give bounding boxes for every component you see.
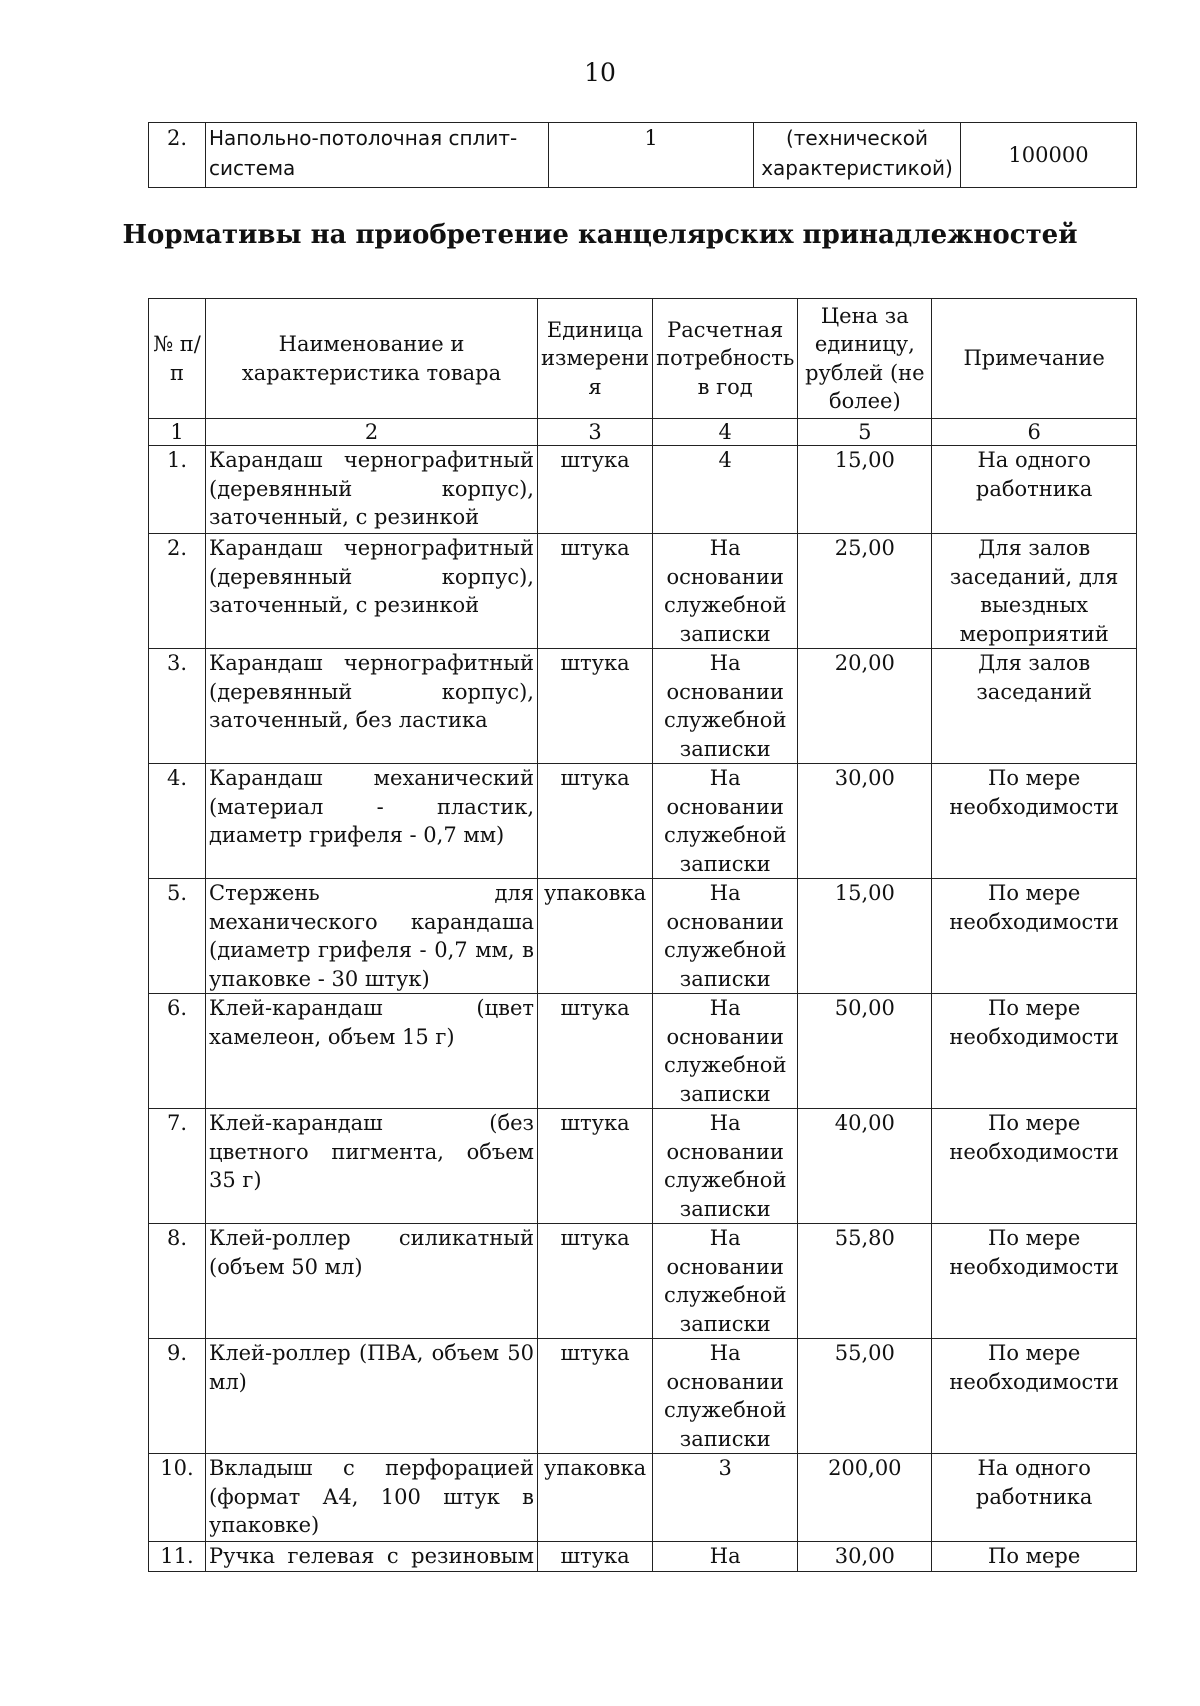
col-number: 1 (149, 419, 206, 446)
row-number: 8. (149, 1224, 206, 1339)
top-continuation-table (148, 122, 1137, 188)
item-unit: штука (538, 1542, 653, 1572)
item-note: Для залов заседаний, для выездных мероприятий (932, 534, 1137, 649)
item-note: На одного работника (932, 1454, 1137, 1542)
row-number: 2. (149, 534, 206, 649)
table-row (149, 123, 1137, 188)
item-quantity: 1 (549, 123, 754, 188)
item-name: Карандаш чернографитный (деревянный корпус), заточенный, без ластика (206, 649, 538, 764)
item-name-line1: Напольно-потолочная сплит- (209, 126, 518, 150)
table-row (149, 1224, 1137, 1339)
col-number: 6 (932, 419, 1137, 446)
item-need: На основании служебной записки (653, 534, 798, 649)
item-price: 30,00 (798, 764, 932, 879)
table-row (149, 879, 1137, 994)
table-row (149, 1339, 1137, 1454)
item-price: 15,00 (798, 879, 932, 994)
row-number: 6. (149, 994, 206, 1109)
item-note: По мере необходимости (932, 764, 1137, 879)
row-number: 5. (149, 879, 206, 994)
item-name: Клей-карандаш (без цветного пигмента, объем 35 г) (206, 1109, 538, 1224)
item-name: Стержень для механического карандаша (диаметр грифеля - 0,7 мм, в упаковке - 30 штук) (206, 879, 538, 994)
table-row (149, 1542, 1137, 1572)
item-note: На одного работника (932, 446, 1137, 534)
item-unit: штука (538, 534, 653, 649)
item-note: Для залов заседаний (932, 649, 1137, 764)
header-need: Расчетная потребность в год (653, 299, 798, 419)
header-unit: Единица измерени я (538, 299, 653, 419)
stationery-table (148, 298, 1137, 1572)
item-name: Карандаш механический (материал - пластик, диаметр грифеля - 0,7 мм) (206, 764, 538, 879)
item-price: 55,80 (798, 1224, 932, 1339)
item-note: По мере необходимости (932, 1224, 1137, 1339)
column-number-row (149, 419, 1137, 446)
col-number: 2 (206, 419, 538, 446)
item-unit: штука (538, 994, 653, 1109)
item-name: Клей-роллер (ПВА, объем 50 мл) (206, 1339, 538, 1454)
item-name: Клей-роллер силикатный (объем 50 мл) (206, 1224, 538, 1339)
item-note: По мере необходимости (932, 994, 1137, 1109)
item-need: 4 (653, 446, 798, 534)
col-number: 5 (798, 419, 932, 446)
table-row (149, 994, 1137, 1109)
row-number: 7. (149, 1109, 206, 1224)
item-unit: штука (538, 649, 653, 764)
row-number: 10. (149, 1454, 206, 1542)
item-need: На основании служебной записки (653, 764, 798, 879)
item-unit: упаковка (538, 879, 653, 994)
item-name: Карандаш чернографитный (деревянный корпус), заточенный, с резинкой (206, 534, 538, 649)
item-note: По мере необходимости (932, 1339, 1137, 1454)
item-price: 40,00 (798, 1109, 932, 1224)
item-unit: штука (538, 1339, 653, 1454)
header-name: Наименование и характеристика товара (206, 299, 538, 419)
header-row (149, 299, 1137, 419)
page-number: 10 (584, 58, 616, 87)
item-name: Ручка гелевая с резиновым (206, 1542, 538, 1572)
item-note-line1: (технической (785, 126, 929, 150)
item-price: 30,00 (798, 1542, 932, 1572)
row-number: 11. (149, 1542, 206, 1572)
item-name: Карандаш чернографитный (деревянный корпус), заточенный, с резинкой (206, 446, 538, 534)
item-unit: штука (538, 446, 653, 534)
item-price: 20,00 (798, 649, 932, 764)
item-need: На основании служебной записки (653, 1339, 798, 1454)
row-number: 3. (149, 649, 206, 764)
item-note: По мере (932, 1542, 1137, 1572)
item-note-line2: характеристикой) (761, 156, 953, 180)
item-name: Вкладыш с перфорацией (формат А4, 100 штук в упаковке) (206, 1454, 538, 1542)
item-price: 25,00 (798, 534, 932, 649)
section-title: Нормативы на приобретение канцелярских принадлежностей (122, 220, 1078, 250)
item-need: На основании служебной записки (653, 649, 798, 764)
item-need: На (653, 1542, 798, 1572)
item-price: 200,00 (798, 1454, 932, 1542)
col-number: 3 (538, 419, 653, 446)
row-number: 9. (149, 1339, 206, 1454)
item-need: На основании служебной записки (653, 879, 798, 994)
item-need: 3 (653, 1454, 798, 1542)
item-need: На основании служебной записки (653, 1109, 798, 1224)
item-need: На основании служебной записки (653, 994, 798, 1109)
item-unit: штука (538, 1224, 653, 1339)
col-number: 4 (653, 419, 798, 446)
header-note: Примечание (932, 299, 1137, 419)
item-unit: упаковка (538, 1454, 653, 1542)
item-unit: штука (538, 1109, 653, 1224)
item-price: 55,00 (798, 1339, 932, 1454)
item-name: Клей-карандаш (цвет хамелеон, объем 15 г) (206, 994, 538, 1109)
header-num: № п/п (149, 299, 206, 419)
item-note: По мере необходимости (932, 1109, 1137, 1224)
table-row (149, 1454, 1137, 1542)
row-number: 4. (149, 764, 206, 879)
header-price: Цена за единицу, рублей (не более) (798, 299, 932, 419)
table-row (149, 1109, 1137, 1224)
item-need: На основании служебной записки (653, 1224, 798, 1339)
row-number: 2. (149, 123, 206, 188)
table-row (149, 764, 1137, 879)
item-name-line2: система (209, 156, 296, 180)
table-row (149, 649, 1137, 764)
item-price: 15,00 (798, 446, 932, 534)
item-note: По мере необходимости (932, 879, 1137, 994)
table-row (149, 446, 1137, 534)
item-price: 50,00 (798, 994, 932, 1109)
item-unit: штука (538, 764, 653, 879)
row-number: 1. (149, 446, 206, 534)
item-note (754, 123, 961, 188)
item-name (206, 123, 549, 188)
table-row (149, 534, 1137, 649)
item-price: 100000 (961, 123, 1137, 188)
